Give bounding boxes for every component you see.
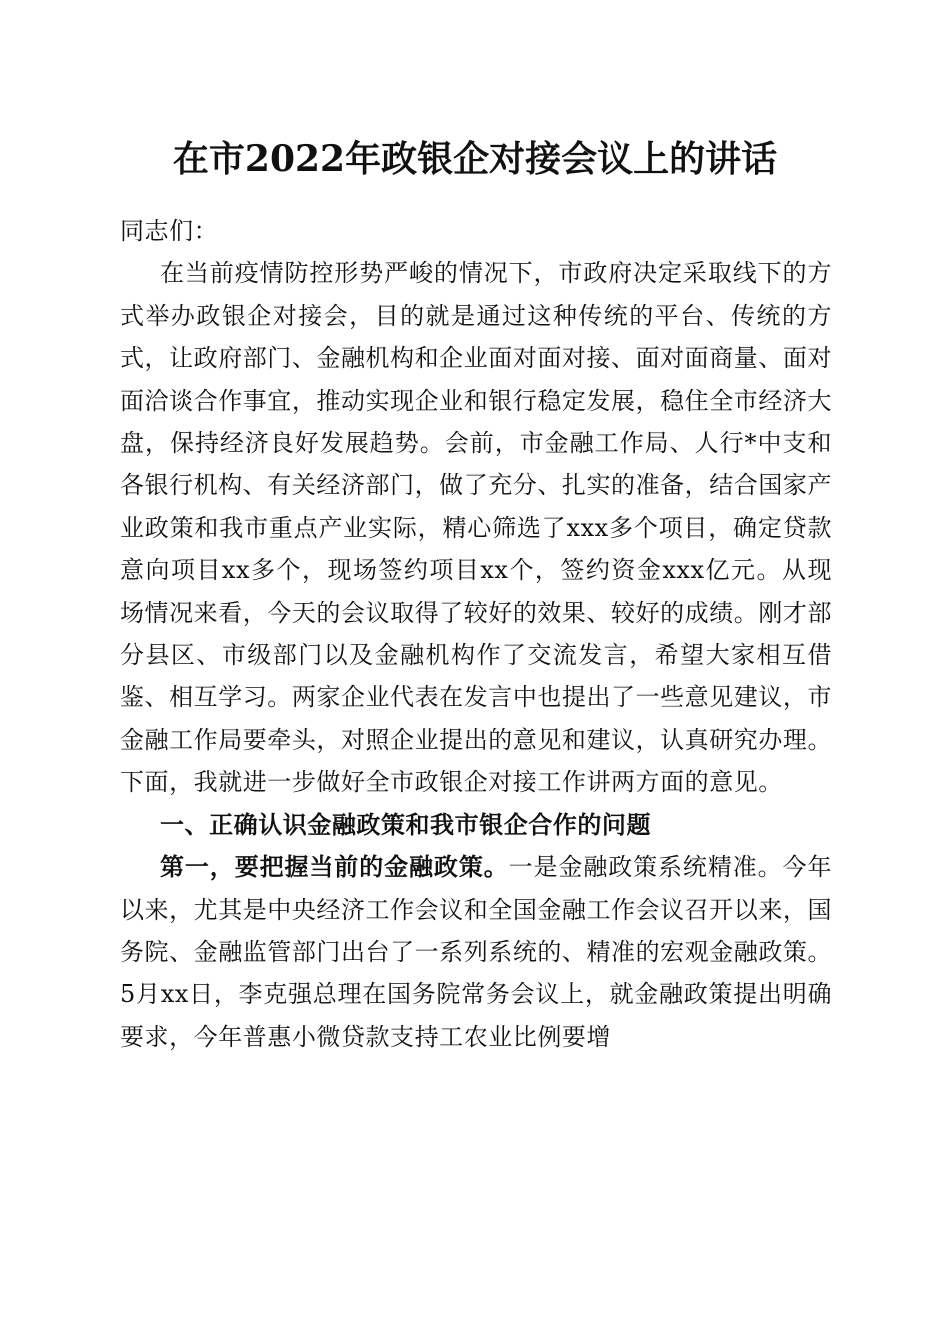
salutation: 同志们： (120, 217, 219, 245)
document-body (120, 210, 832, 1058)
paragraph-intro: 在当前疫情防控形势严峻的情况下，市政府决定采取线下的方式举办政银企对接会，目的就是通过这种传统的平台、传统的方式，让政府部门、金融机构和企业面对面对接、面对面商量、面对面洽谈合作事宜，推动实现企业和银行稳定发展，稳住全市经济大盘，保持经济良好发展趋势。会前，市金融工作局、人行*中支和各银行机构、有关经济部门，做了充分、扎实的准备，结合国家产业政策和我市重点产业实际，精心筛选了xxx多个项目，确定贷款意向项目xx多个，现场签约项目xx个，签约资金xxx亿元。从现场情况来看，今天的会议取得了较好的效果、较好的成绩。刚才部分县区、市级部门以及金融机构作了交流发言，希望大家相互借鉴、相互学习。两家企业代表在发言中也提出了一些意见建议，市金融工作局要牵头，对照企业提出的意见和建议，认真研究办理。下面，我就进一步做好全市政银企对接工作讲两方面的意见。 (120, 259, 832, 797)
paragraph-policy (120, 846, 832, 1058)
section-heading: 一、正确认识金融政策和我市银企合作的问题 (160, 810, 651, 839)
document-title: 在市2022年政银企对接会议上的讲话 (172, 138, 778, 180)
paragraph-policy-text: 一是金融政策系统精准。今年以来，尤其是中央经济工作会议和全国金融工作会议召开以来，国务院、金融监管部门出台了一系列系统的、精准的宏观金融政策。5月xx日，李克强总理在国务院常务会议上，就金融政策提出明确要求，今年普惠小微贷款支持工农业比例要增 (120, 853, 832, 1051)
paragraph-lead: 第一，要把握当前的金融政策。 (160, 852, 509, 882)
